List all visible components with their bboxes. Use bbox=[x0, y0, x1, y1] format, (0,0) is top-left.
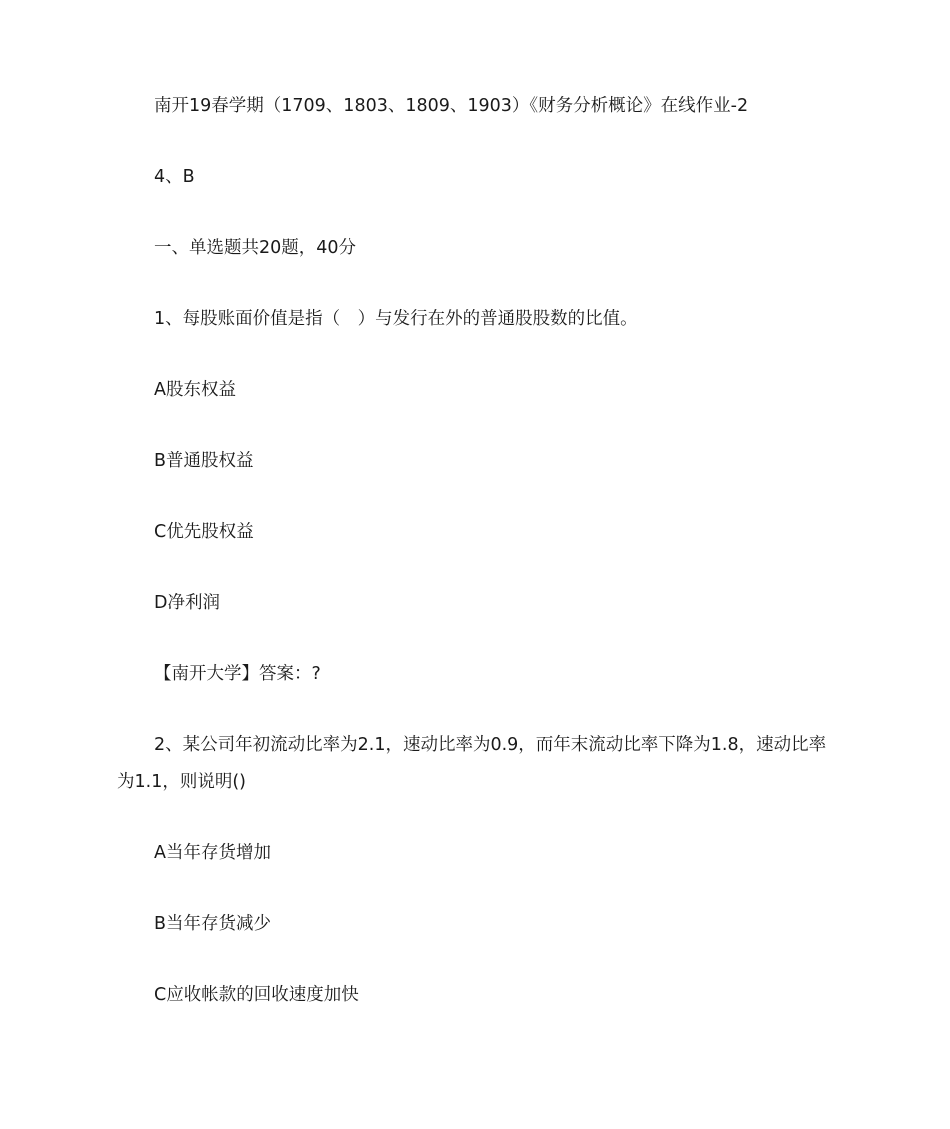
section-header: 一、单选题共20题，40分 bbox=[154, 238, 357, 258]
q1-option-d: D净利润 bbox=[154, 593, 220, 613]
question-2: 2、某公司年初流动比率为2.1，速动比率为0.9，而年末流动比率下降为1.8，速动比率为1.1，则说明() bbox=[117, 735, 827, 792]
document-title: 南开19春学期（1709、1803、1809、1903）《财务分析概论》在线作业-2 bbox=[154, 96, 749, 116]
q1-option-a: A股东权益 bbox=[154, 380, 236, 400]
q1-answer: 【南开大学】答案：? bbox=[154, 664, 321, 684]
answer-line: 4、B bbox=[154, 167, 195, 187]
q1-option-c: C优先股权益 bbox=[154, 522, 254, 542]
q2-option-a: A当年存货增加 bbox=[154, 843, 271, 863]
q2-option-c: C应收帐款的回收速度加快 bbox=[154, 985, 359, 1005]
q1-option-b: B普通股权益 bbox=[154, 451, 254, 471]
q2-option-b: B当年存货减少 bbox=[154, 914, 272, 934]
question-1: 1、每股账面价值是指（ ）与发行在外的普通股股数的比值。 bbox=[154, 309, 638, 329]
document-body bbox=[117, 88, 837, 1048]
